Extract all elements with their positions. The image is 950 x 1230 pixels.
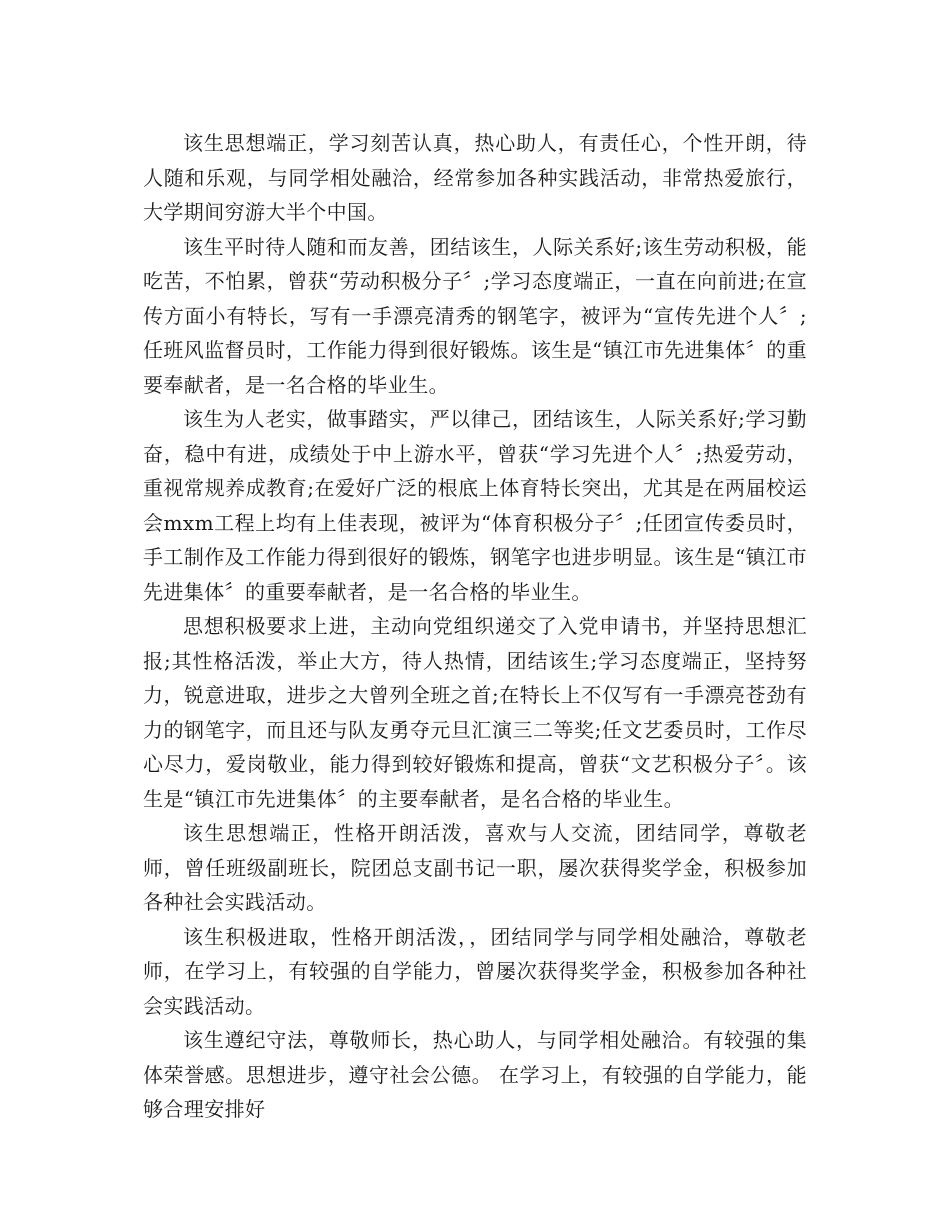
paragraph-7: 该生遵纪守法，尊敬师长，热心助人，与同学相处融洽。有较强的集体荣誉感。思想进步，遵守社会公德。 在学习上，有较强的自学能力，能够合理安排好	[143, 1028, 807, 1121]
paragraph-1: 该生思想端正，学习刻苦认真，热心助人，有责任心，个性开朗，待人随和乐观，与同学相处融洽，经常参加各种实践活动，非常热爱旅行，大学期间穷游大半个中国。	[143, 131, 807, 224]
paragraph-2: 该生平时待人随和而友善，团结该生，人际关系好;该生劳动积极，能吃苦，不怕累，曾获“劳动积极分子〞;学习态度端正，一直在向前进;在宣传方面小有特长，写有一手漂亮清秀的钢笔字，被评为“宣传先进个人〞;任班风监督员时，工作能力得到很好锻炼。该生是“镇江市先进集体〞的重要奉献者，是一名合格的毕业生。	[143, 234, 807, 397]
paragraph-5: 该生思想端正，性格开朗活泼，喜欢与人交流，团结同学，尊敬老师，曾任班级副班长，院团总支副书记一职，屡次获得奖学金，积极参加各种社会实践活动。	[143, 821, 807, 914]
paragraph-3: 该生为人老实，做事踏实，严以律己，团结该生，人际关系好;学习勤奋，稳中有进，成绩处于中上游水平，曾获“学习先进个人〞;热爱劳动，重视常规养成教育;在爱好广泛的根底上体育特长突出，尤其是在两届校运会mxm工程上均有上佳表现，被评为“体育积极分子〞;任团宣传委员时，手工制作及工作能力得到很好的锻炼，钢笔字也进步明显。该生是“镇江市先进集体〞的重要奉献者，是一名合格的毕业生。	[143, 407, 807, 604]
document-body	[143, 126, 807, 1127]
paragraph-6: 该生积极进取，性格开朗活泼，，团结同学与同学相处融洽，尊敬老师，在学习上，有较强的自学能力，曾屡次获得奖学金，积极参加各种社会实践活动。	[143, 924, 807, 1018]
paragraph-4: 思想积极要求上进，主动向党组织递交了入党申请书，并坚持思想汇报;其性格活泼，举止大方，待人热情，团结该生;学习态度端正，坚持努力，锐意进取，进步之大曾列全班之首;在特长上不仅写有一手漂亮苍劲有力的钢笔字，而且还与队友勇夺元旦汇演三二等奖;任文艺委员时，工作尽心尽力，爱岗敬业，能力得到较好锻炼和提高，曾获“文艺积极分子〞。该生是“镇江市先进集体〞的主要奉献者，是名合格的毕业生。	[143, 614, 807, 811]
